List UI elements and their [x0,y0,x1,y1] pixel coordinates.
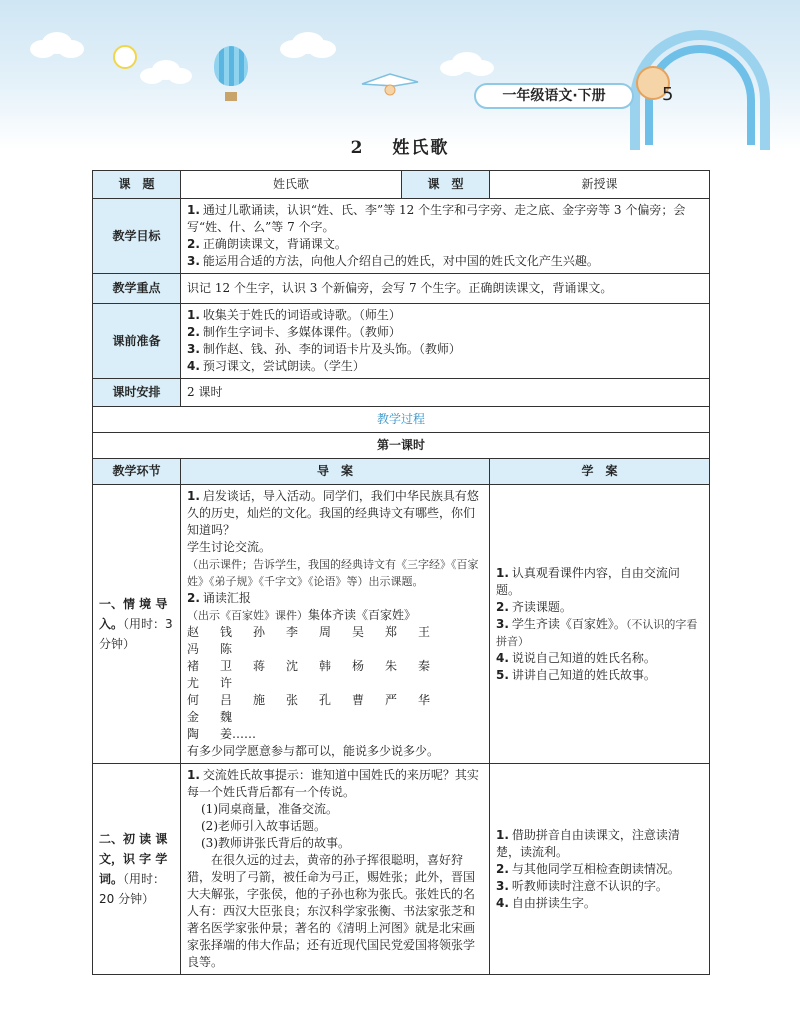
lesson-title [0,133,800,158]
list-item: 4. 自由拼读生字。 [496,895,596,910]
goals-label: 教学目标 [93,199,181,274]
guide-item: 2. 诵读汇报 [187,591,251,605]
guide-item: 1. 交流姓氏故事提示：谁知道中国姓氏的来历呢？其实每一个姓氏背后都有一个传说。 [187,768,479,799]
hours-row [93,379,710,407]
cloud-decoration [280,40,308,58]
prep-label: 课前准备 [93,304,181,379]
list-item: 2. 齐读课题。 [496,599,572,614]
list-item: 4. 预习课文，尝试朗读。（学生） [187,359,365,373]
guide-story: 在很久远的过去，黄帝的孙子挥很聪明，喜好狩猎，发明了弓箭，被任命为弓正，赐姓张；此外，晋国大夫解张，字张侯，他的子孙也称为张氏。张姓氏的名人有：西汉大臣张良；东汉科学家张衡、书法家张芝和著名医学家张仲景；著名的《清明上河图》就是北宋画家张择端的伟大作品；还有近现代国民党爱国将领张学良等。 [187,853,476,969]
type-value: 新授课 [490,171,710,199]
list-item: 4. 说说自己知道的姓氏名称。 [496,650,656,665]
list-item: 2. 正确朗读课文，背诵课文。 [187,237,347,251]
list-item: 2. 制作生字词卡、多媒体课件。（教师） [187,325,401,339]
period-title-row [93,433,710,459]
list-item: 1. 通过儿歌诵读，认识“姓、氏、李”等 12 个生字和弓字旁、走之底、金字旁等 3 个偏旁；会写“姓、什、么”等 7 个字。 [187,203,686,234]
col-guide-header: 导 案 [181,459,490,485]
focus-row [93,274,710,304]
stage-1-study [490,485,710,764]
lesson-title-text: 姓氏歌 [392,138,450,158]
guide-note: （出示课件；告诉学生，我国的经典诗文有《三字经》《百家姓》《弟子规》《千字文》《论语》等）出示课题。 [187,558,479,588]
balloon-basket-icon [225,92,237,101]
cloud-decoration [30,40,56,58]
hot-air-balloon-icon [214,46,248,86]
stage-row-1 [93,485,710,764]
hours-label: 课时安排 [93,379,181,407]
prep-list [181,304,710,379]
list-item: 1. 借助拼音自由读课文，注意读清楚，读流利。 [496,827,680,859]
list-item: 3. 学生齐读《百家姓》。（不认识的字看拼音） [496,616,698,648]
stage-1-time: （用时：3 分钟） [99,617,173,651]
page-number: 5 [662,84,674,105]
stage-2-time: （用时：20 分钟） [99,872,166,906]
cloud-decoration [440,60,466,76]
process-title-row [93,407,710,433]
guide-sub-item: (1)同桌商量，准备交流。 [201,802,338,816]
lesson-number: 2 [350,138,365,158]
hours-value: 2 课时 [181,379,710,407]
stage-1-guide [181,485,490,764]
glider-icon [360,70,420,100]
type-label: 课 型 [402,171,490,199]
list-item: 3. 能运用合适的方法，向他人介绍自己的姓氏，对中国的姓氏文化产生兴趣。 [187,254,599,268]
stage-2-study [490,764,710,975]
list-item: 3. 听教师读时注意不认识的字。 [496,878,668,893]
process-title: 教学过程 [93,407,710,433]
list-item: 2. 与其他同学互相检查朗读情况。 [496,861,680,876]
col-stage-header: 教学环节 [93,459,181,485]
column-header-row [93,459,710,485]
guide-item: 1. 启发谈话，导入活动。同学们，我们中华民族具有悠久的历史，灿烂的文化。我国的经典诗文有哪些，你们知道吗？ [187,489,479,537]
guide-closing: 有多少同学愿意参与都可以，能说多少说多少。 [187,744,440,758]
stage-row-2 [93,764,710,975]
prep-row [93,304,710,379]
surname-grid: 赵 钱 孙 李 周 吴 郑 王冯 陈 褚 卫 蒋 沈 韩 杨 朱 秦尤 许 何 吕 施 张 孔 曹 严 华金 魏 陶 姜…… [187,625,431,741]
goals-list [181,199,710,274]
list-item: 1. 认真观看课件内容，自由交流问题。 [496,565,680,597]
col-study-header: 学 案 [490,459,710,485]
list-item: 1. 收集关于姓氏的词语或诗歌。（师生） [187,308,401,322]
guide-note: 学生讨论交流。 [187,540,272,554]
stage-2-label [93,764,181,975]
guide-note: （出示《百家姓》课件）集体齐读《百家姓》 [187,608,417,622]
topic-row [93,171,710,199]
stage-2-guide [181,764,490,975]
list-item: 5. 讲讲自己知道的姓氏故事。 [496,667,656,682]
topic-label: 课 题 [93,171,181,199]
focus-label: 教学重点 [93,274,181,304]
stage-1-name: 一、情 境 导 入。 [99,597,168,631]
guide-sub-item: (2)老师引入故事话题。 [201,819,326,833]
guide-sub-item: (3)教师讲张氏背后的故事。 [201,836,350,850]
lesson-plan-table [92,170,710,975]
topic-value: 姓氏歌 [181,171,402,199]
stage-2-name: 二、初 读 课 文，识 字 学 词。 [99,832,168,886]
period-title: 第一课时 [93,433,710,459]
stage-1-label [93,485,181,764]
sun-icon [113,45,137,69]
page-header-banner [0,0,800,150]
focus-value: 识记 12 个生字，认识 3 个新偏旁，会写 7 个生字。正确朗读课文，背诵课文。 [181,274,710,304]
cloud-decoration [140,68,164,84]
list-item: 3. 制作赵、钱、孙、李的词语卡片及头饰。（教师） [187,342,461,356]
goals-row [93,199,710,274]
book-label: 一年级语文·下册 [474,83,634,109]
